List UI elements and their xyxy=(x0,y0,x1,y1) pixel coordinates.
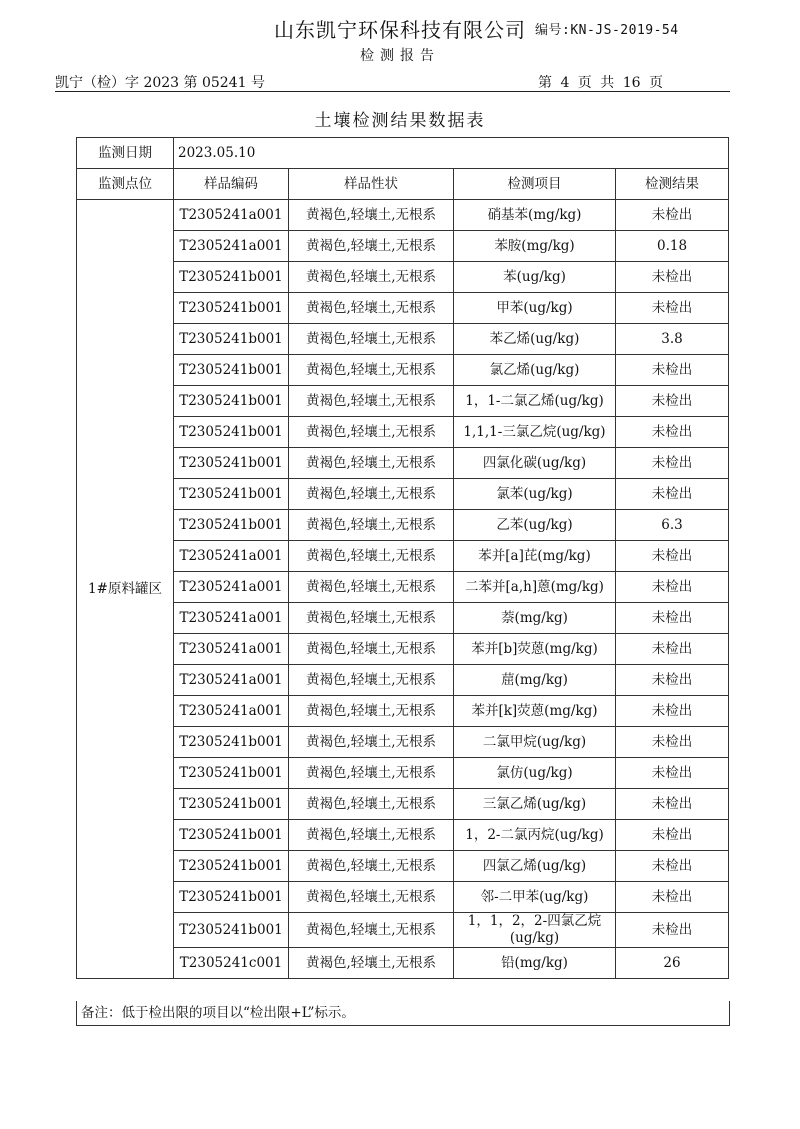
cell-desc: 黄褐色,轻壤土,无根系 xyxy=(289,479,454,510)
cell-item: 苯胺(mg/kg) xyxy=(454,231,616,262)
cell-code: T2305241b001 xyxy=(174,386,289,417)
cell-desc: 黄褐色,轻壤土,无根系 xyxy=(289,851,454,882)
cell-item: 苯并[a]芘(mg/kg) xyxy=(454,541,616,572)
table-row xyxy=(77,948,729,979)
cell-item: 硝基苯(mg/kg) xyxy=(454,200,616,231)
cell-result: 未检出 xyxy=(616,882,729,913)
cell-desc: 黄褐色,轻壤土,无根系 xyxy=(289,696,454,727)
document-number: 编号:KN-JS-2019-54 xyxy=(535,23,679,38)
cell-desc: 黄褐色,轻壤土,无根系 xyxy=(289,417,454,448)
cell-code: T2305241a001 xyxy=(174,603,289,634)
cell-item: 甲苯(ug/kg) xyxy=(454,293,616,324)
table-row xyxy=(77,603,729,634)
table-title: 土壤检测结果数据表 xyxy=(314,111,486,131)
table-row xyxy=(77,200,729,231)
cell-code: T2305241a001 xyxy=(174,231,289,262)
cell-code: T2305241a001 xyxy=(174,665,289,696)
table-row xyxy=(77,851,729,882)
cell-item: 䓛(mg/kg) xyxy=(454,665,616,696)
cell-desc: 黄褐色,轻壤土,无根系 xyxy=(289,727,454,758)
cell-item: 乙苯(ug/kg) xyxy=(454,510,616,541)
table-row xyxy=(77,417,729,448)
cell-code: T2305241b001 xyxy=(174,510,289,541)
cell-result: 未检出 xyxy=(616,262,729,293)
cell-item: 1，2-二氯丙烷(ug/kg) xyxy=(454,820,616,851)
table-row xyxy=(77,479,729,510)
table-row xyxy=(77,758,729,789)
column-header: 监测点位 xyxy=(77,169,174,200)
cell-desc: 黄褐色,轻壤土,无根系 xyxy=(289,200,454,231)
table-row xyxy=(77,913,729,948)
cell-result: 未检出 xyxy=(616,758,729,789)
cell-result: 未检出 xyxy=(616,386,729,417)
cell-item: 氯苯(ug/kg) xyxy=(454,479,616,510)
table-row xyxy=(77,324,729,355)
cell-item: 铅(mg/kg) xyxy=(454,948,616,979)
cell-desc: 黄褐色,轻壤土,无根系 xyxy=(289,355,454,386)
cell-result: 0.18 xyxy=(616,231,729,262)
cell-item: 邻-二甲苯(ug/kg) xyxy=(454,882,616,913)
cell-code: T2305241b001 xyxy=(174,293,289,324)
cell-desc: 黄褐色,轻壤土,无根系 xyxy=(289,820,454,851)
cell-result: 未检出 xyxy=(616,665,729,696)
cell-code: T2305241b001 xyxy=(174,479,289,510)
table-row xyxy=(77,262,729,293)
table-row xyxy=(77,727,729,758)
header-divider xyxy=(55,91,730,92)
date-label: 监测日期 xyxy=(77,138,174,169)
column-header: 检测结果 xyxy=(616,169,729,200)
cell-code: T2305241a001 xyxy=(174,572,289,603)
cell-item: 二氯甲烷(ug/kg) xyxy=(454,727,616,758)
cell-code: T2305241b001 xyxy=(174,417,289,448)
table-row xyxy=(77,696,729,727)
cell-desc: 黄褐色,轻壤土,无根系 xyxy=(289,324,454,355)
table-row xyxy=(77,882,729,913)
column-header: 样品性状 xyxy=(289,169,454,200)
cell-result: 未检出 xyxy=(616,634,729,665)
location-cell: 1#原料罐区 xyxy=(77,200,174,979)
cell-result: 未检出 xyxy=(616,448,729,479)
cell-desc: 黄褐色,轻壤土,无根系 xyxy=(289,448,454,479)
table-row xyxy=(77,448,729,479)
cell-item: 氯乙烯(ug/kg) xyxy=(454,355,616,386)
table-note: 备注：低于检出限的项目以“检出限+L”标示。 xyxy=(76,1001,730,1026)
cell-result: 6.3 xyxy=(616,510,729,541)
cell-result: 未检出 xyxy=(616,913,729,948)
cell-desc: 黄褐色,轻壤土,无根系 xyxy=(289,231,454,262)
cell-result: 未检出 xyxy=(616,572,729,603)
cell-desc: 黄褐色,轻壤土,无根系 xyxy=(289,882,454,913)
cell-item: 氯仿(ug/kg) xyxy=(454,758,616,789)
table-row xyxy=(77,820,729,851)
cell-item: 苯乙烯(ug/kg) xyxy=(454,324,616,355)
cell-result: 3.8 xyxy=(616,324,729,355)
cell-code: T2305241b001 xyxy=(174,262,289,293)
cell-result: 未检出 xyxy=(616,417,729,448)
cell-result: 26 xyxy=(616,948,729,979)
cell-desc: 黄褐色,轻壤土,无根系 xyxy=(289,913,454,948)
cell-item: 四氯化碳(ug/kg) xyxy=(454,448,616,479)
company-name: 山东凯宁环保科技有限公司 xyxy=(274,18,526,42)
cell-desc: 黄褐色,轻壤土,无根系 xyxy=(289,293,454,324)
cell-item: 萘(mg/kg) xyxy=(454,603,616,634)
table-row xyxy=(77,231,729,262)
date-row xyxy=(77,138,729,169)
cell-code: T2305241b001 xyxy=(174,758,289,789)
cell-code: T2305241b001 xyxy=(174,851,289,882)
cell-result: 未检出 xyxy=(616,820,729,851)
table-row xyxy=(77,510,729,541)
results-table xyxy=(76,137,729,979)
cell-code: T2305241a001 xyxy=(174,541,289,572)
cell-code: T2305241a001 xyxy=(174,200,289,231)
cell-desc: 黄褐色,轻壤土,无根系 xyxy=(289,510,454,541)
cell-result: 未检出 xyxy=(616,789,729,820)
cell-code: T2305241b001 xyxy=(174,882,289,913)
page-info: 第 4 页 共 16 页 xyxy=(538,75,663,91)
cell-item: 二苯并[a,h]蒽(mg/kg) xyxy=(454,572,616,603)
results-table-body xyxy=(77,138,729,979)
cell-result: 未检出 xyxy=(616,200,729,231)
report-reference: 凯宁（检）字 2023 第 05241 号 xyxy=(55,75,265,91)
cell-item: 苯并[k]荧蒽(mg/kg) xyxy=(454,696,616,727)
cell-result: 未检出 xyxy=(616,696,729,727)
cell-desc: 黄褐色,轻壤土,无根系 xyxy=(289,262,454,293)
cell-item: 苯(ug/kg) xyxy=(454,262,616,293)
table-row xyxy=(77,665,729,696)
cell-desc: 黄褐色,轻壤土,无根系 xyxy=(289,541,454,572)
cell-desc: 黄褐色,轻壤土,无根系 xyxy=(289,789,454,820)
cell-result: 未检出 xyxy=(616,293,729,324)
table-row xyxy=(77,634,729,665)
cell-code: T2305241a001 xyxy=(174,634,289,665)
cell-desc: 黄褐色,轻壤土,无根系 xyxy=(289,572,454,603)
column-header: 样品编码 xyxy=(174,169,289,200)
cell-item: 三氯乙烯(ug/kg) xyxy=(454,789,616,820)
cell-desc: 黄褐色,轻壤土,无根系 xyxy=(289,948,454,979)
cell-code: T2305241b001 xyxy=(174,324,289,355)
cell-code: T2305241b001 xyxy=(174,448,289,479)
cell-code: T2305241b001 xyxy=(174,355,289,386)
cell-desc: 黄褐色,轻壤土,无根系 xyxy=(289,758,454,789)
cell-code: T2305241a001 xyxy=(174,696,289,727)
cell-item: 苯并[b]荧蒽(mg/kg) xyxy=(454,634,616,665)
cell-result: 未检出 xyxy=(616,541,729,572)
cell-result: 未检出 xyxy=(616,355,729,386)
table-row xyxy=(77,572,729,603)
table-row xyxy=(77,386,729,417)
cell-item: 1,1,1-三氯乙烷(ug/kg) xyxy=(454,417,616,448)
cell-code: T2305241b001 xyxy=(174,913,289,948)
cell-code: T2305241b001 xyxy=(174,789,289,820)
cell-desc: 黄褐色,轻壤土,无根系 xyxy=(289,634,454,665)
header-row xyxy=(77,169,729,200)
cell-code: T2305241b001 xyxy=(174,820,289,851)
cell-item: 1，1-二氯乙烯(ug/kg) xyxy=(454,386,616,417)
cell-result: 未检出 xyxy=(616,851,729,882)
table-row xyxy=(77,293,729,324)
cell-item: 1，1，2，2-四氯乙烷(ug/kg) xyxy=(454,913,616,948)
table-row xyxy=(77,789,729,820)
column-header: 检测项目 xyxy=(454,169,616,200)
table-row xyxy=(77,355,729,386)
cell-item: 四氯乙烯(ug/kg) xyxy=(454,851,616,882)
cell-desc: 黄褐色,轻壤土,无根系 xyxy=(289,386,454,417)
cell-code: T2305241c001 xyxy=(174,948,289,979)
cell-desc: 黄褐色,轻壤土,无根系 xyxy=(289,603,454,634)
cell-result: 未检出 xyxy=(616,603,729,634)
cell-result: 未检出 xyxy=(616,479,729,510)
report-subtitle: 检测报告 xyxy=(360,48,440,64)
table-row xyxy=(77,541,729,572)
cell-desc: 黄褐色,轻壤土,无根系 xyxy=(289,665,454,696)
cell-result: 未检出 xyxy=(616,727,729,758)
cell-code: T2305241b001 xyxy=(174,727,289,758)
date-value: 2023.05.10 xyxy=(174,138,729,169)
